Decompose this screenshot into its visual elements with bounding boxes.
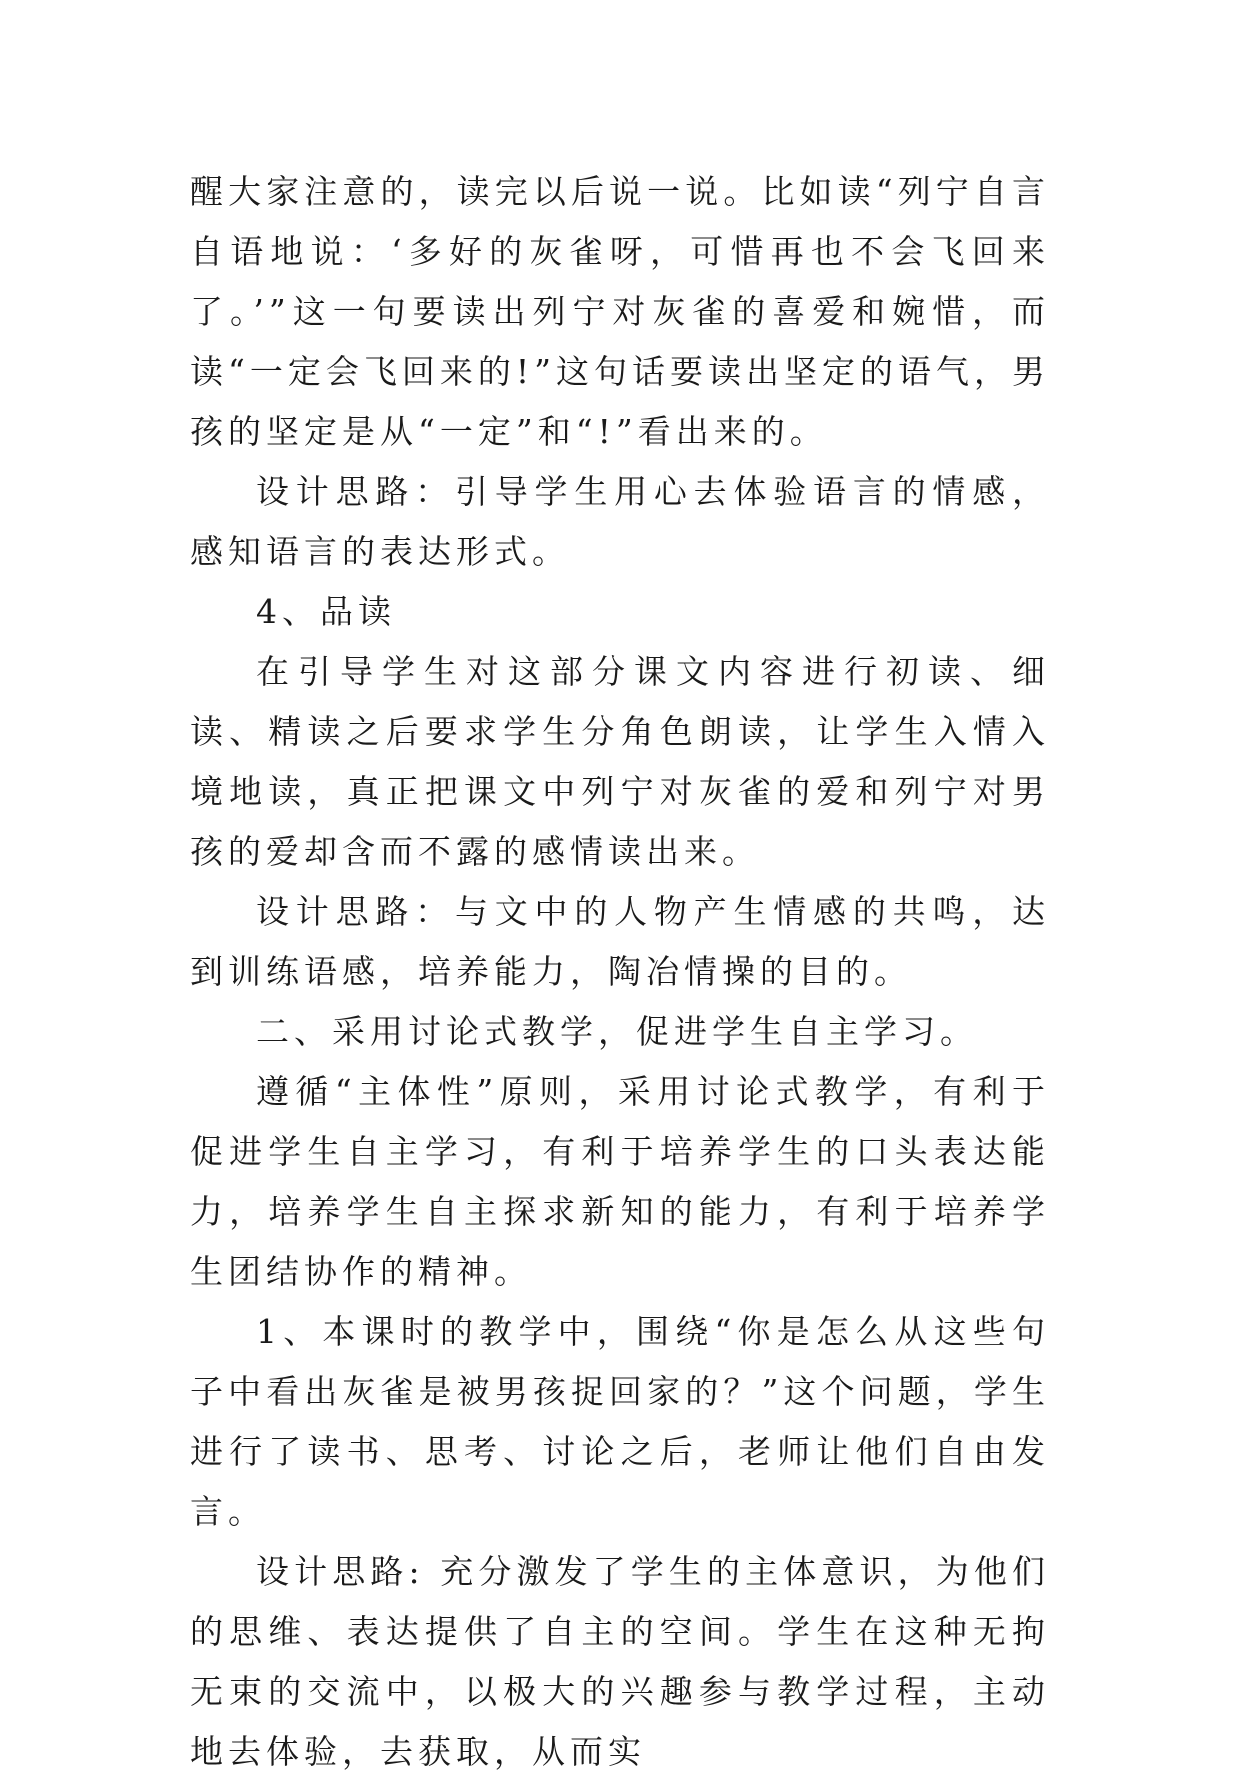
paragraph-item-1: 1、本课时的教学中，围绕“你是怎么从这些句子中看出灰雀是被男孩捉回家的？”这个问题，学生进行了读书、思考、讨论之后，老师让他们自由发言。 (190, 1312, 1050, 1531)
section-heading-discussion: 二、采用讨论式教学，促进学生自主学习。 (256, 1012, 978, 1051)
document-body (190, 162, 1050, 1782)
paragraph-design-idea-1: 设计思路：引导学生用心去体验语言的情感，感知语言的表达形式。 (190, 472, 1050, 571)
paragraph-discussion: 遵循“主体性”原则，采用讨论式教学，有利于促进学生自主学习，有利于培养学生的口头表达能力，培养学生自主探求新知的能力，有利于培养学生团结协作的精神。 (190, 1072, 1050, 1291)
paragraph-pindu: 在引导学生对这部分课文内容进行初读、细读、精读之后要求学生分角色朗读，让学生入情入境地读，真正把课文中列宁对灰雀的爱和列宁对男孩的爱却含而不露的感情读出来。 (190, 652, 1050, 871)
section-heading-pindu: 4、品读 (256, 592, 396, 631)
paragraph-design-idea-2: 设计思路：与文中的人物产生情感的共鸣，达到训练语感，培养能力，陶冶情操的目的。 (190, 892, 1050, 991)
paragraph-design-idea-3: 设计思路: 充分激发了学生的主体意识，为他们的思维、表达提供了自主的空间。学生在这种无拘无束的交流中，以极大的兴趣参与教学过程，主动地去体验，去获取，从而实 (190, 1552, 1050, 1771)
paragraph-continuation: 醒大家注意的，读完以后说一说。比如读“列宁自言自语地说：‘多好的灰雀呀，可惜再也不会飞回来了。’”这一句要读出列宁对灰雀的喜爱和婉惜，而读“一定会飞回来的!”这句话要读出坚定的语气，男孩的坚定是从“一定”和“!”看出来的。 (190, 172, 1051, 451)
